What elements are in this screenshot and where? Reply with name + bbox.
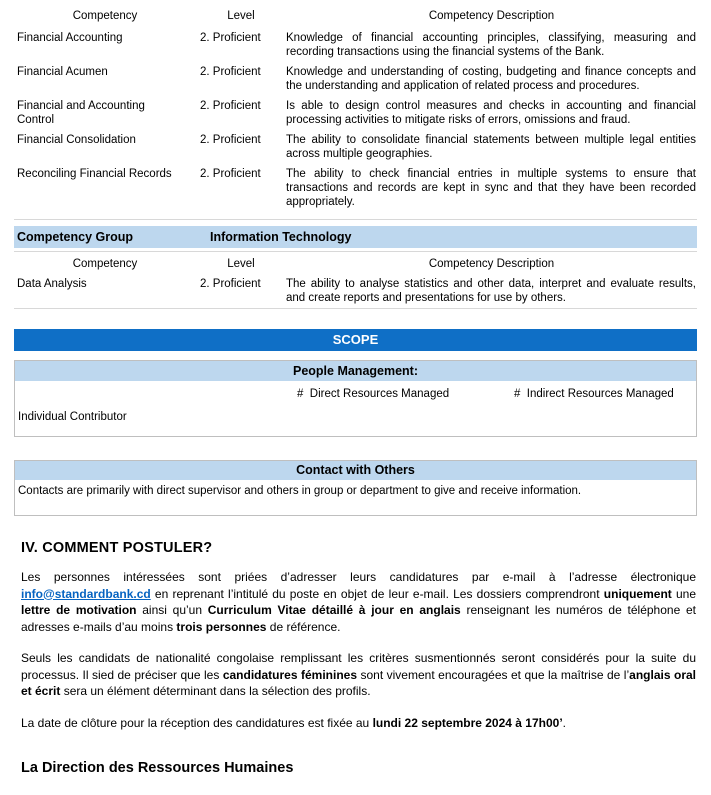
level-cell: 2. Proficient (200, 278, 261, 290)
column-header-description: Competency Description (428, 258, 555, 270)
how-to-apply-heading: IV. COMMENT POSTULER? (21, 540, 213, 556)
level-cell: 2. Proficient (200, 100, 261, 112)
people-management-value: Individual Contributor (18, 411, 127, 423)
table-row (14, 167, 697, 209)
description-cell: The ability to consolidate financial statements between multiple legal entities across multiple geographies. (286, 134, 696, 160)
contact-with-others-title: Contact with Others (15, 461, 696, 480)
bold-text-run: trois personnes (176, 619, 267, 634)
table-row (14, 133, 697, 161)
column-header-competency: Competency (72, 258, 138, 270)
competency-cell: Financial and Accounting Control (17, 100, 145, 126)
level-cell: 2. Proficient (200, 134, 261, 146)
competency-group-banner (14, 226, 697, 248)
table-row (14, 277, 697, 305)
text-run: sera un élément déterminant dans la sélection des profils. (60, 684, 371, 698)
direct-resources-label: # Direct Resources Managed (297, 388, 450, 400)
table-row (14, 65, 697, 93)
text-run: une (671, 586, 697, 601)
indirect-resources-label: # Indirect Resources Managed (514, 388, 674, 400)
contact-with-others-section (14, 460, 697, 516)
text-run: de référence. (266, 619, 341, 634)
description-cell: Knowledge of financial accounting principles, classifying, measuring and recording transactions using the financial systems of the Bank. (286, 32, 696, 58)
scope-banner: SCOPE (14, 329, 697, 351)
apply-paragraph-1 (21, 569, 696, 635)
description-cell: The ability to analyse statistics and other data, interpret and evaluate results, and create reports and presentations for use by others. (286, 278, 696, 304)
it-competency-table (14, 251, 697, 309)
bold-text-run: anglais oral et écrit (21, 667, 696, 698)
competency-cell: Financial Acumen (17, 66, 108, 78)
bold-text-run: candidatures féminines (222, 667, 357, 682)
level-cell: 2. Proficient (200, 66, 261, 78)
contact-with-others-text: Contacts are primarily with direct supervisor and others in group or department to give and receive information. (18, 485, 582, 497)
competency-group-value: Information Technology (210, 230, 352, 244)
bold-text-run: uniquement (603, 586, 672, 601)
competency-cell: Reconciling Financial Records (17, 168, 172, 180)
resources-header-row (15, 387, 696, 401)
table-row (14, 31, 697, 59)
bold-text-run: lundi 22 septembre 2024 à 17h00’ (372, 715, 563, 730)
competency-cell: Financial Consolidation (17, 134, 136, 146)
column-header-level: Level (227, 258, 255, 270)
apply-paragraph-3 (21, 715, 696, 732)
description-cell: The ability to check financial entries in multiple systems to ensure that transactions and records are kept in sync and that they have been recorded appropriately. (286, 168, 696, 208)
text-run: La date de clôture pour la réception des candidatures est fixée au (21, 715, 373, 730)
column-header-competency: Competency (72, 10, 138, 22)
table-header-row (14, 257, 697, 271)
description-cell: Is able to design control measures and checks in accounting and financial processing activities to mitigate risks of errors, omissions and fraud. (286, 100, 696, 126)
level-cell: 2. Proficient (200, 168, 261, 180)
text-run: Seuls les candidats de nationalité congolaise remplissant les critères susmentionnés seront considérés pour la suite du processus. Il sied de préciser que les (21, 651, 696, 682)
text-run: ainsi qu’un (136, 603, 208, 617)
competency-group-label: Competency Group (17, 230, 133, 244)
email-link[interactable]: info@standardbank.cd (21, 586, 151, 601)
people-management-section (14, 360, 697, 437)
table-header-row (14, 9, 697, 23)
column-header-description: Competency Description (428, 10, 555, 22)
bold-text-run: lettre de motivation (21, 603, 137, 617)
hr-signature: La Direction des Ressources Humaines (21, 760, 294, 776)
description-cell: Knowledge and understanding of costing, budgeting and finance concepts and the understanding and application of related process and procedures. (286, 66, 696, 92)
bold-text-run: Curriculum Vitae détaillé à jour en anglais (207, 603, 461, 617)
competency-cell: Financial Accounting (17, 32, 123, 44)
people-management-title: People Management: (15, 361, 696, 381)
finance-competency-table (14, 9, 697, 220)
text-run: en reprenant l’intitulé du poste en objet de leur e-mail. Les dossiers comprendront (150, 586, 604, 601)
text-run: sont vivement encouragées et que la maîtrise de l’ (357, 667, 630, 682)
competency-cell: Data Analysis (17, 278, 87, 290)
column-header-level: Level (227, 10, 255, 22)
text-run: . (562, 715, 567, 730)
apply-paragraph-2 (21, 650, 696, 700)
text-run: Les personnes intéressées sont priées d’adresser leurs candidatures par e-mail à l’adresse électronique (21, 570, 696, 584)
table-row (14, 99, 697, 127)
level-cell: 2. Proficient (200, 32, 261, 44)
text-run: renseignant les numéros de téléphone et adresses e-mails d’au moins (21, 603, 696, 634)
